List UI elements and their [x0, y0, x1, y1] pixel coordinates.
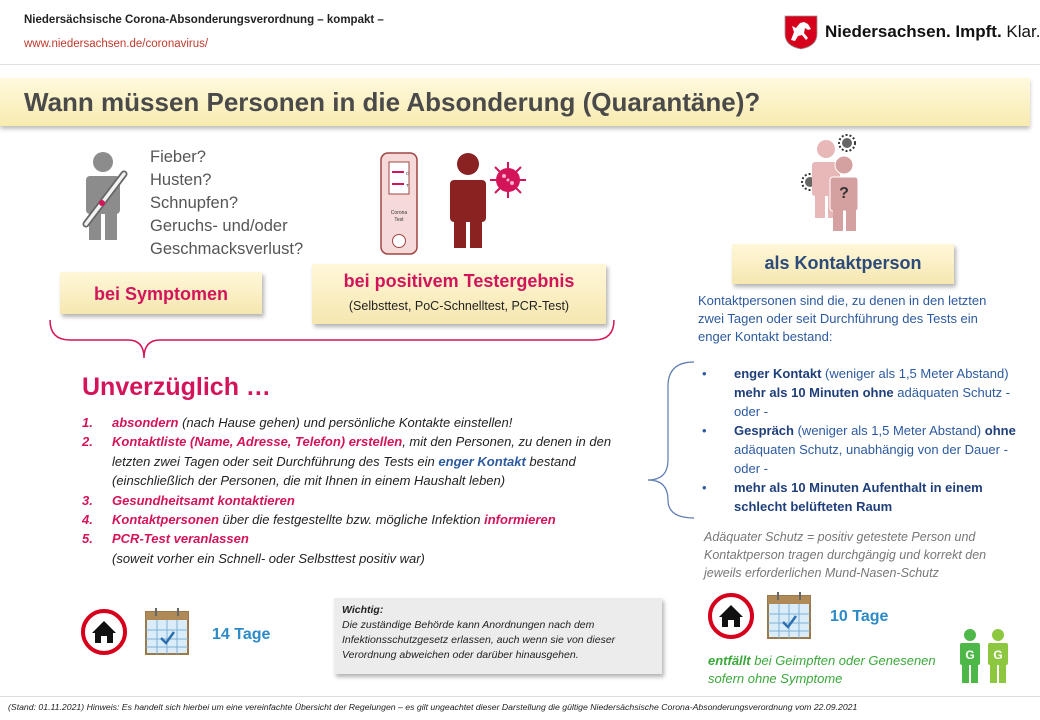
positive-test-sublabel: (Selbsttest, PoC-Schnelltest, PCR-Test) — [348, 299, 570, 313]
stay-home-icon — [707, 592, 755, 640]
contact-criteria-list — [702, 364, 1022, 516]
quarantine-days-left: 14 Tage — [212, 626, 271, 643]
step-item: 1. absondern (nach Hause gehen) und persönliche Kontakte einstellen! — [82, 415, 513, 430]
svg-text:G: G — [993, 648, 1003, 662]
contact-person-description: Kontaktpersonen sind die, zu denen in den letzten zwei Tagen oder seit Durchführung des Tests ein enger Kontakt bestand: — [698, 293, 987, 344]
symptom-item: Geschmacksverlust? — [150, 240, 304, 258]
positive-test-label: bei positivem Testergebnis — [343, 271, 575, 291]
step-item: 3. Gesundheitsamt kontaktieren — [82, 492, 295, 508]
important-note-text: Die zuständige Behörde kann Anordnungen nach dem Infektionsschutzgesetz erlassen, auch wenn sie von dieser Verordnung abweichen oder darüber hinausgehen. — [342, 619, 616, 661]
header-divider — [0, 64, 1040, 65]
contact-person-label: als Kontaktperson — [764, 253, 922, 273]
vaccinated-recovered-persons-icon — [956, 628, 1016, 684]
symptom-item: Schnupfen? — [150, 194, 239, 212]
calendar-icon — [766, 590, 812, 640]
svg-text:?: ? — [839, 185, 849, 202]
important-note-title: Wichtig: — [342, 604, 384, 616]
immediate-steps-list — [82, 413, 642, 568]
header-title: Niedersächsische Corona-Absonderungsverordnung – kompakt – — [24, 14, 384, 26]
step-item: 5. PCR-Test veranlassen (soweit vorher ein Schnell- oder Selbsttest positiv war) — [82, 531, 425, 566]
symptoms-label: bei Symptomen — [93, 284, 229, 304]
contact-persons-icon — [800, 132, 870, 232]
infected-person-virus-icon — [444, 150, 528, 250]
symptom-item: Husten? — [150, 171, 212, 189]
svg-text:T: T — [406, 183, 409, 188]
contact-brace — [646, 360, 696, 520]
sick-person-thermometer-icon — [76, 150, 138, 242]
calendar-icon — [144, 606, 190, 656]
exemption-note: entfällt bei Geimpften oder Genesenen sofern ohne Symptome — [708, 653, 936, 686]
svg-text:C: C — [406, 171, 410, 176]
step-item: 4. Kontaktpersonen über die festgestellte bzw. mögliche Infektion informieren — [82, 512, 556, 528]
adequate-protection-note: Adäquater Schutz = positiv getestete Person und Kontaktperson tragen durchgängig und korrekt den jeweils erforderlichen Mund-Nasen-Schutz — [704, 530, 987, 580]
footer-divider — [0, 696, 1040, 697]
important-note-box — [334, 598, 662, 674]
page-title: Wann müssen Personen in die Absonderung (Quarantäne)? — [24, 87, 761, 117]
symptom-item: Fieber? — [150, 148, 206, 166]
header-url-link[interactable]: www.niedersachsen.de/coronavirus/ — [24, 38, 209, 50]
symptom-item: Geruchs- und/oder — [150, 217, 288, 235]
grouping-brace — [44, 318, 620, 360]
svg-text:G: G — [965, 648, 975, 662]
brand-wordmark: Niedersachsen. Impft. Klar. — [825, 22, 1040, 41]
quarantine-days-right: 10 Tage — [830, 608, 889, 625]
niedersachsen-horse-logo-icon — [783, 14, 819, 50]
corona-test-cassette-icon — [380, 152, 418, 256]
stay-home-icon — [80, 608, 128, 656]
contact-criterion-item: • mehr als 10 Minuten Aufenthalt in einem schlecht belüfteten Raum — [702, 480, 983, 514]
symptom-list — [150, 146, 303, 261]
footer-note: (Stand: 01.11.2021) Hinweis: Es handelt sich hierbei um eine vereinfachte Übersicht der Regelungen – es gilt ungeachtet dieser Darstellung die gültige Niedersächsische Corona-Absonderungsverordnung vom 22.09.2021 — [8, 702, 858, 712]
svg-text:Test: Test — [394, 217, 404, 223]
step-item: 2. Kontaktliste (Name, Adresse, Telefon) erstellen, mit den Personen, zu denen in den letzten zwei Tagen oder seit Durchführung des Tests ein enger Kontakt bestand (einschließlich der Personen, die mit Ihnen in einem Haushalt leben) — [82, 434, 612, 489]
svg-text:Corona: Corona — [390, 210, 408, 216]
immediately-heading: Unverzüglich … — [82, 373, 271, 401]
contact-criterion-item: • Gespräch (weniger als 1,5 Meter Abstand) ohne adäquaten Schutz, unabhängig von der Dauer - oder - — [702, 423, 1016, 476]
contact-criterion-item: • enger Kontakt (weniger als 1,5 Meter Abstand) mehr als 10 Minuten ohne adäquaten Schutz - oder - — [702, 366, 1011, 419]
